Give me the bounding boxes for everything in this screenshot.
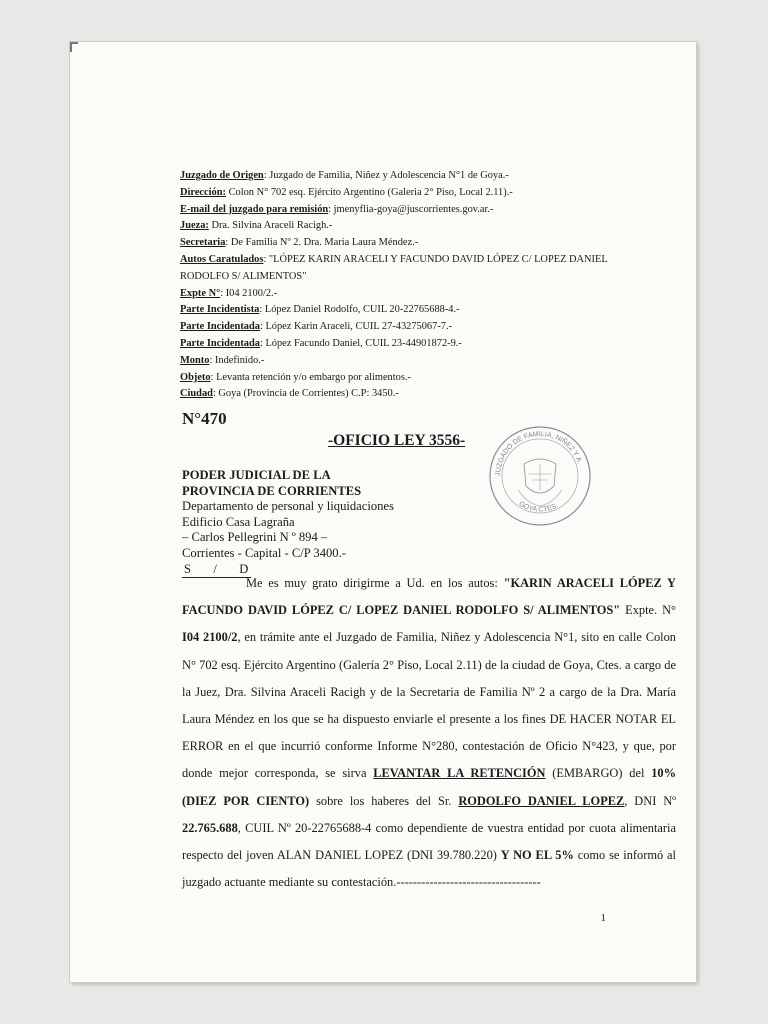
body-paragraph: Me es muy grato dirigirme a Ud. en los autos: "KARIN ARACELI LÓPEZ Y FACUNDO DAVID LÓPEZ C/ LOPEZ DANIEL RODOLFO S/ ALIMENTOS" Expte. N° I04 2100/2, en trámite ante el Juzgado de Familia, Niñez y Adolescencia N°1, sito en calle Colon N° 702 esq. Ejército Argentino (Galería 2° Piso, Local 2.11) de la ciudad de Goya, Ctes. a cargo de la Juez, Dra. Silvina Araceli Racigh y de la Secretaria de Familia Nº 2 a cargo de la Dra. María Laura Méndez en los que se ha dispuesto enviarle el presente a los fines DE HACER NOTAR EL ERROR en el que incurrió conforme Informe N°280, contestación de Oficio N°423, y que, por donde mejor corresponda, se sirva LEVANTAR LA RETENCIÓN (EMBARGO) del 10% (DIEZ POR CIENTO) sobre los haberes del Sr. RODOLFO DANIEL LOPEZ, DNI Nº 22.765.688, CUIL Nº 20-22765688-4 como dependiente de vuestra entidad por cuota alimentaria respecto del joven ALAN DANIEL LOPEZ (DNI 39.780.220) Y NO EL 5% como se informó al juzgado actuante mediante su contestación.-----------------------------------	[182, 576, 677, 890]
header-row: Autos Caratulados: "LÓPEZ KARIN ARACELI Y FACUNDO DAVID LÓPEZ C/ LOPEZ DANIEL RODOLFO S/ ALIMENTOS"	[180, 253, 608, 282]
header-label: Expte N°	[180, 287, 221, 299]
header-value: Dra. Silvina Araceli Racigh.-	[208, 220, 333, 232]
header-value: Levanta retención y/o embargo por alimentos.-	[213, 371, 411, 383]
header-label: Jueza:	[180, 220, 209, 232]
addressee-line: Departamento de personal y liquidaciones	[182, 499, 394, 514]
header-value: "LÓPEZ KARIN ARACELI Y FACUNDO DAVID LÓPEZ C/ LOPEZ DANIEL RODOLFO S/ ALIMENTOS"	[180, 253, 608, 282]
svg-text:GOYA CTES.: GOYA CTES.	[517, 500, 560, 514]
oficio-number: N°470	[182, 409, 227, 428]
document-page	[70, 42, 696, 982]
sd-salutation: S / D	[184, 562, 249, 576]
addressee-line: PROVINCIA DE CORRIENTES	[182, 483, 362, 498]
page-corner-mark	[70, 42, 78, 52]
header-row: E-mail del juzgado para remisión: jmenyflia-goya@juscorrientes.gov.ar.-	[180, 203, 494, 215]
header-row: Parte Incidentada: López Karin Araceli, CUIL 27-43275067-7.-	[180, 321, 453, 333]
header-row: Parte Incidentista: López Daniel Rodolfo, CUIL 20-22765688-4.-	[180, 304, 460, 316]
header-label: E-mail del juzgado para remisión	[180, 203, 329, 215]
header-value: Colon N° 702 esq. Ejército Argentino (Galeria 2° Piso, Local 2.11).-	[225, 186, 513, 198]
header-value: López Karin Araceli, CUIL 27-43275067-7.-	[262, 321, 453, 333]
header-label: Objeto	[180, 371, 211, 383]
case-header	[180, 168, 640, 403]
oficio-title: -OFICIO LEY 3556-	[328, 432, 466, 449]
header-value: López Facundo Daniel, CUIL 23-44901872-9.-	[262, 337, 462, 349]
addressee-line: Edificio Casa Lagraña	[182, 514, 295, 529]
header-label: Juzgado de Origen	[180, 170, 264, 181]
addressee-line: PODER JUDICIAL DE LA	[182, 468, 331, 482]
header-value: Goya (Provincia de Corrientes) C.P: 3450.-	[215, 388, 399, 400]
header-label: Parte Incidentada	[180, 337, 260, 349]
addressee-block	[182, 468, 394, 562]
svg-text:JUZGADO DE FAMILIA, NIÑEZ Y A.: JUZGADO DE FAMILIA, NIÑEZ Y A.	[494, 430, 583, 477]
header-row	[180, 185, 640, 202]
header-label: Parte Incidentada	[180, 321, 260, 333]
header-value: Juzgado de Familia, Niñez y Adolescencia N°1 de Goya.-	[266, 170, 509, 181]
header-row: Monto: Indefinido.-	[180, 354, 265, 366]
header-value: Indefinido.-	[212, 354, 265, 366]
header-label: Parte Incidentista	[180, 304, 260, 316]
header-row: Parte Incidentada: López Facundo Daniel, CUIL 23-44901872-9.-	[180, 337, 462, 349]
addressee-line: – Carlos Pellegrini N º 894 –	[182, 530, 328, 545]
header-row: Objeto: Levanta retención y/o embargo por alimentos.-	[180, 371, 411, 383]
header-row: Ciudad: Goya (Provincia de Corrientes) C.P: 3450.-	[180, 388, 399, 400]
header-label: Dirección:	[180, 186, 226, 198]
header-row: Expte N°: I04 2100/2.-	[180, 287, 278, 299]
header-label: Autos Caratulados	[180, 253, 264, 265]
header-row	[180, 218, 640, 235]
header-label: Secretaria	[180, 237, 226, 249]
addressee-line: Corrientes - Capital - C/P 3400.-	[182, 545, 346, 560]
header-row: Juzgado de Origen: Juzgado de Familia, Niñez y Adolescencia N°1 de Goya.-	[180, 170, 509, 181]
header-label: Ciudad	[180, 388, 213, 400]
court-seal-icon	[488, 424, 592, 528]
header-value: I04 2100/2.-	[223, 287, 278, 299]
header-label: Monto	[180, 354, 210, 366]
header-value: jmenyflia-goya@juscorrientes.gov.ar.-	[331, 203, 494, 215]
page-number: 1	[600, 912, 606, 924]
header-value: De Familia Nº 2. Dra. María Laura Méndez.-	[228, 237, 419, 249]
header-value: López Daniel Rodolfo, CUIL 20-22765688-4.-	[262, 304, 460, 316]
header-row: Secretaria: De Familia Nº 2. Dra. María Laura Méndez.-	[180, 237, 419, 249]
